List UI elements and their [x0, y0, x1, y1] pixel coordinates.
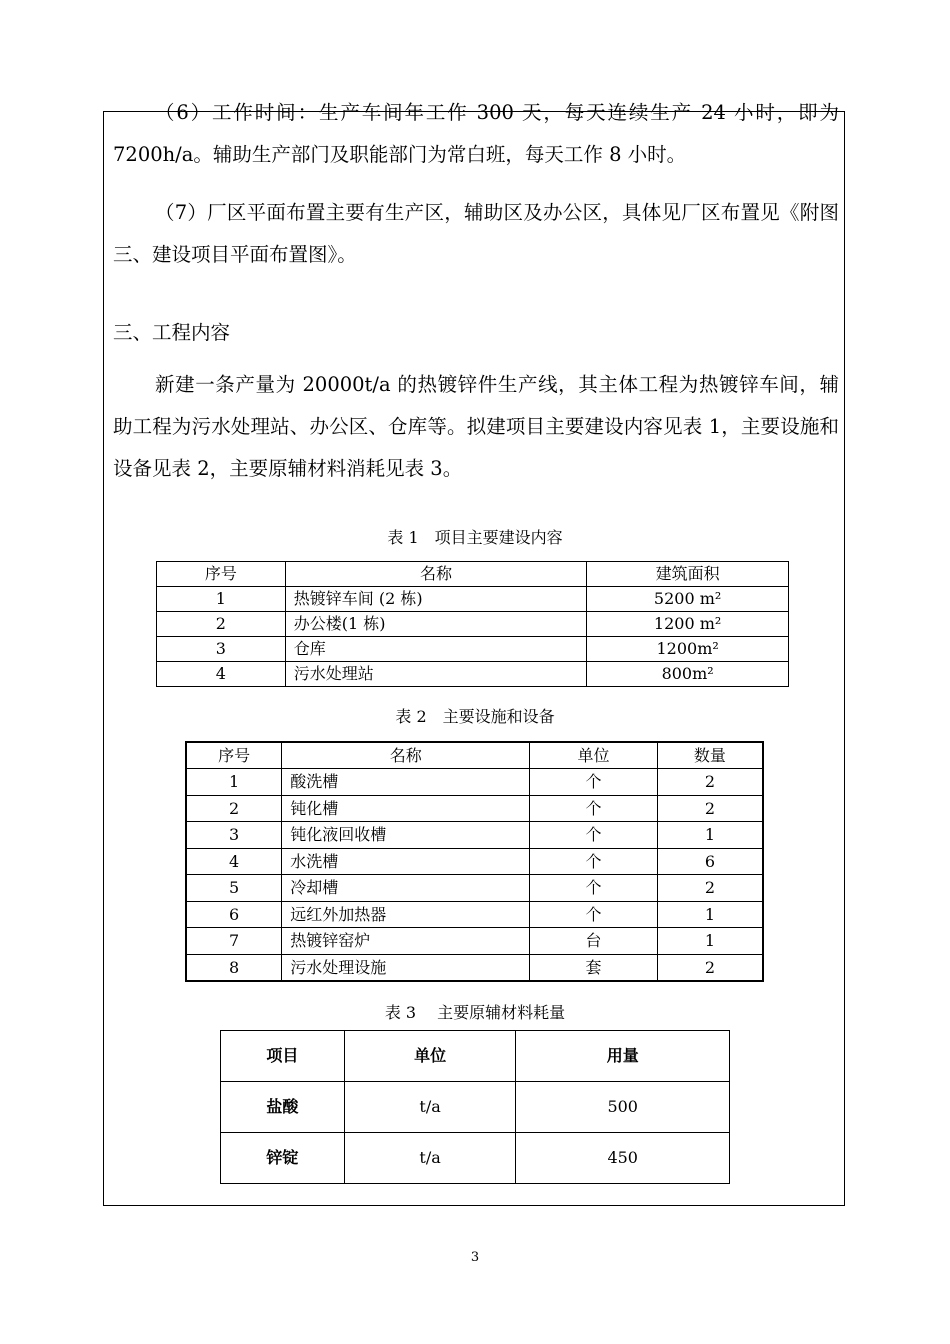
table-cell: 个: [530, 822, 658, 849]
table-cell: 污水处理设施: [282, 954, 530, 981]
table-cell: 冷却槽: [282, 875, 530, 902]
table-cell: 2: [657, 769, 763, 796]
table-row: [157, 612, 789, 637]
table-facilities-equipment: [185, 741, 764, 982]
table-row: [186, 822, 763, 849]
table-cell: t/a: [344, 1133, 516, 1184]
table-cell: 个: [530, 848, 658, 875]
table-cell: 4: [186, 848, 282, 875]
table-cell: 钝化槽: [282, 795, 530, 822]
table-cell: 1: [657, 928, 763, 955]
table-row: [186, 954, 763, 981]
table-header-row: [186, 742, 763, 769]
table-row: [186, 875, 763, 902]
page-number: 3: [470, 1250, 480, 1265]
table-cell: 1: [657, 822, 763, 849]
table-cell: 2: [657, 795, 763, 822]
table-cell: 盐酸: [221, 1082, 345, 1133]
table-cell: 个: [530, 901, 658, 928]
table-cell: 个: [530, 875, 658, 902]
table-cell: t/a: [344, 1082, 516, 1133]
table-cell: 5: [186, 875, 282, 902]
table-cell: 5200 m²: [587, 587, 789, 612]
table-row: [157, 662, 789, 687]
header-cell: 单位: [344, 1031, 516, 1082]
table-cell: 800m²: [587, 662, 789, 687]
table1-caption: 表 1 项目主要建设内容: [387, 528, 563, 547]
table-cell: 450: [516, 1133, 730, 1184]
table-cell: 7: [186, 928, 282, 955]
table-cell: 1: [657, 901, 763, 928]
paragraph-layout: （7）厂区平面布置主要有生产区，辅助区及办公区，具体见厂区布置见《附图三、建设项目平面布置图》。: [113, 201, 839, 266]
table-cell: 台: [530, 928, 658, 955]
table-cell: 酸洗槽: [282, 769, 530, 796]
table-cell: 2: [657, 954, 763, 981]
table-cell: 1: [186, 769, 282, 796]
table-row: [157, 587, 789, 612]
table-raw-materials: [220, 1030, 730, 1184]
table-header-row: [157, 562, 789, 587]
table-cell: 锌锭: [221, 1133, 345, 1184]
table-cell: 3: [186, 822, 282, 849]
section-title: 三、工程内容: [113, 321, 231, 344]
table-row: [186, 848, 763, 875]
table-cell: 1200m²: [587, 637, 789, 662]
paragraph-project-content: 新建一条产量为 20000t/a 的热镀锌件生产线，其主体工程为热镀锌车间，辅助工程为污水处理站、办公区、仓库等。拟建项目主要建设内容见表 1，主要设施和设备见表 2，主要原辅材料消耗见表 3。: [113, 373, 839, 480]
table-row: [186, 795, 763, 822]
header-cell: 序号: [157, 562, 286, 587]
table-cell: 热镀锌窑炉: [282, 928, 530, 955]
table-cell: 水洗槽: [282, 848, 530, 875]
table-row: [186, 901, 763, 928]
header-cell: 数量: [657, 742, 763, 769]
paragraph-work-time: （6）工作时间：生产车间年工作 300 天，每天连续生产 24 小时，即为 7200h/a。辅助生产部门及职能部门为常白班，每天工作 8 小时。: [113, 101, 839, 166]
header-cell: 序号: [186, 742, 282, 769]
table-cell: 6: [657, 848, 763, 875]
table2-caption: 表 2 主要设施和设备: [395, 707, 555, 726]
table-row: [221, 1082, 730, 1133]
table-row: [186, 769, 763, 796]
table-cell: 1: [157, 587, 286, 612]
table-cell: 个: [530, 769, 658, 796]
table-construction-content: [156, 561, 789, 687]
header-cell: 名称: [282, 742, 530, 769]
table-row: [221, 1133, 730, 1184]
table-cell: 4: [157, 662, 286, 687]
table-row: [186, 928, 763, 955]
table-cell: 3: [157, 637, 286, 662]
table-cell: 个: [530, 795, 658, 822]
table3-caption: 表 3 主要原辅材料耗量: [384, 1003, 566, 1022]
table-cell: 2: [657, 875, 763, 902]
table-cell: 2: [186, 795, 282, 822]
header-cell: 单位: [530, 742, 658, 769]
table-cell: 500: [516, 1082, 730, 1133]
table-cell: 热镀锌车间 (2 栋): [285, 587, 586, 612]
header-cell: 用量: [516, 1031, 730, 1082]
table-cell: 6: [186, 901, 282, 928]
table-cell: 8: [186, 954, 282, 981]
table-cell: 1200 m²: [587, 612, 789, 637]
table-cell: 2: [157, 612, 286, 637]
table-row: [157, 637, 789, 662]
table-cell: 办公楼(1 栋): [285, 612, 586, 637]
table-cell: 钝化液回收槽: [282, 822, 530, 849]
header-cell: 项目: [221, 1031, 345, 1082]
table-cell: 污水处理站: [285, 662, 586, 687]
table-cell: 远红外加热器: [282, 901, 530, 928]
table-cell: 套: [530, 954, 658, 981]
table-header-row: [221, 1031, 730, 1082]
header-cell: 建筑面积: [587, 562, 789, 587]
header-cell: 名称: [285, 562, 586, 587]
table-cell: 仓库: [285, 637, 586, 662]
